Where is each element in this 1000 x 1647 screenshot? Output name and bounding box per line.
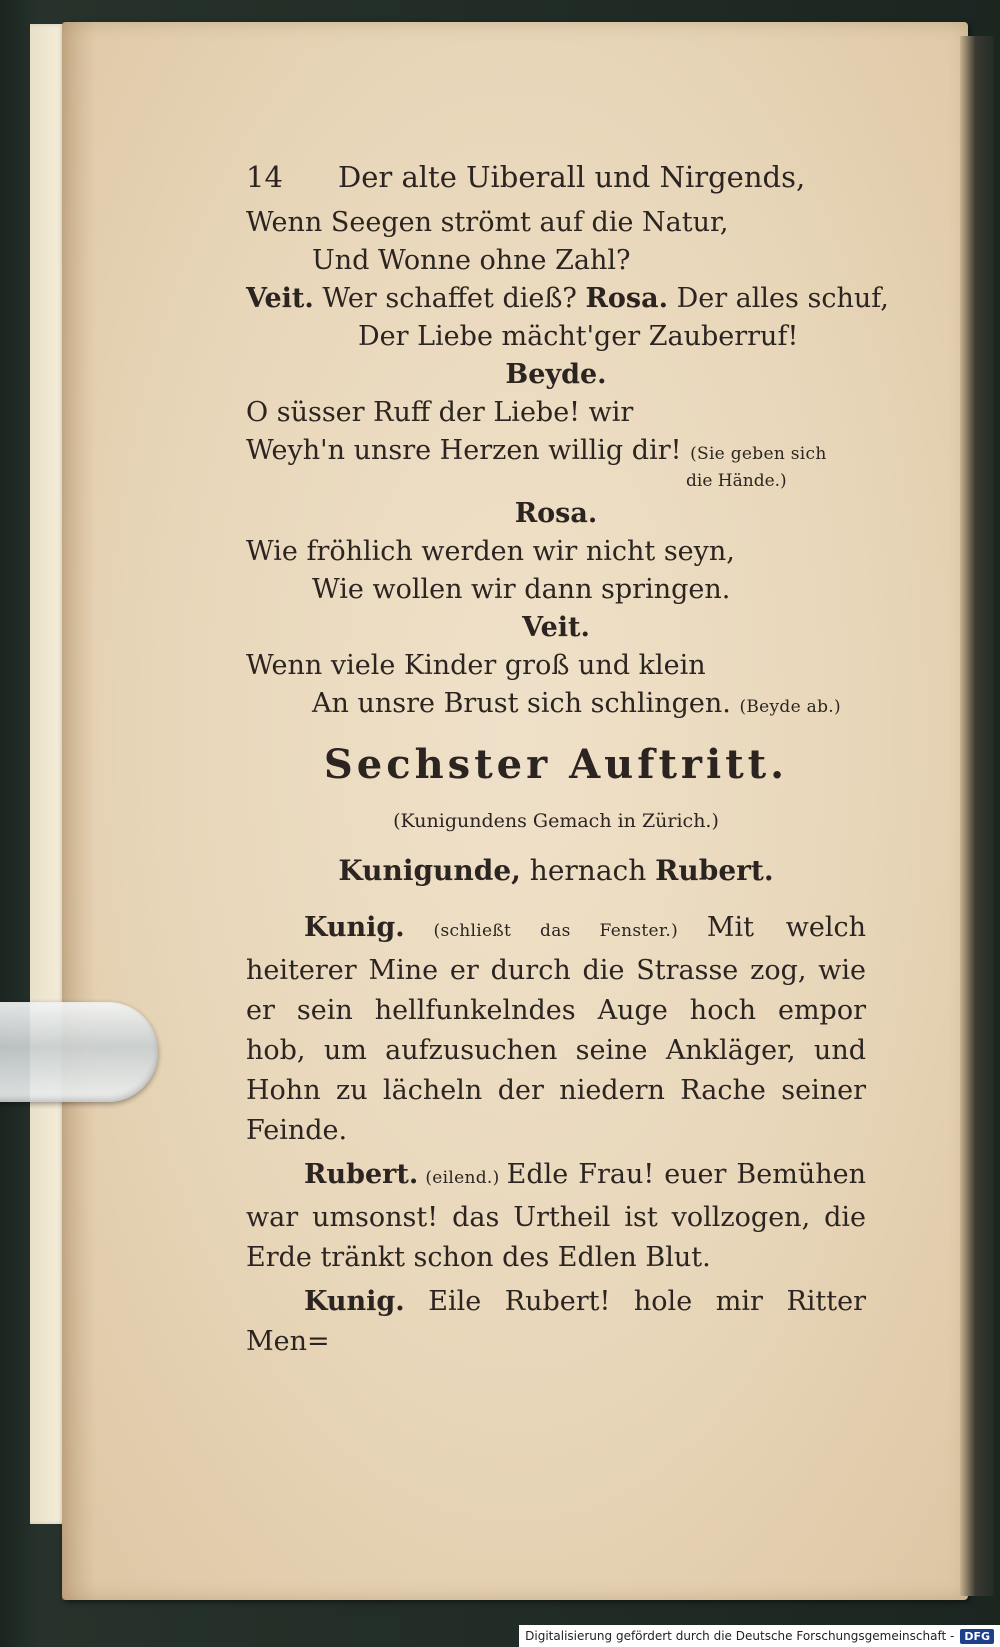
page-text [246,158,896,1366]
speaker-name: Veit. [246,283,314,314]
verse-line: Wenn viele Kinder groß und klein [246,650,706,681]
verse-line: Der Liebe mächt'ger Zauberruf! [358,321,799,352]
stage-direction-continued: die Hände.) [686,471,787,491]
speaker-name: Rubert. [304,1159,419,1190]
verse-line: Wie fröhlich werden wir nicht seyn, [246,536,735,567]
prose-paragraph [246,1155,866,1278]
speaker-name: Kunig. [304,912,405,943]
scene-location: (Kunigundens Gemach in Zürich.) [393,810,719,832]
stage-direction: (Beyde ab.) [739,697,841,717]
stage-direction: (schließt das Fenster.) [404,921,707,941]
speaker-heading: Veit. [522,612,590,643]
glass-page-holder [0,1002,158,1102]
running-header [246,158,896,196]
character-connector: hernach [520,854,656,887]
verse-line: Wie wollen wir dann springen. [312,574,731,605]
verse-line [246,432,896,473]
scene-characters [246,852,866,890]
prose-paragraph [246,1282,866,1362]
stage-direction: (Sie geben sich [690,444,827,464]
speaker-name: Rosa. [585,283,668,314]
digitization-credit [519,1625,1000,1647]
page-number: 14 [246,160,283,194]
running-title: Der alte Uiberall und Nirgends, [338,160,806,194]
scene-heading: Sechster Auftritt. [323,741,789,788]
verse-text: Der alles schuf, [667,283,889,314]
prose-text: Mit welch heiterer Mine er durch die Strasse zog, wie er sein hellfunkelndes Auge hoch empor hob, um aufzusuchen seine Ankläger, und Hohn zu lächeln der niedern Rache seiner Feinde. [246,912,866,1146]
credit-text: Digitalisierung gefördert durch die Deutsche Forschungsgemeinschaft - [525,1629,955,1643]
speaker-name: Kunig. [304,1286,405,1317]
verse-line-dialogue [246,280,896,318]
page-gutter-shadow [62,22,96,1600]
dfg-logo: DFG [960,1629,994,1644]
prose-text: Eile Rubert! hole mir Ritter Men= [246,1286,866,1357]
verse-line: O süsser Ruff der Liebe! wir [246,397,634,428]
prose-dialogue [246,908,866,1362]
character-name: Rubert. [655,854,774,887]
verse-line: Wenn Seegen strömt auf die Natur, [246,207,729,238]
speaker-heading: Beyde. [505,359,607,390]
verse-text: Weyh'n unsre Herzen willig dir! [246,435,682,466]
verse-line [246,685,896,726]
prose-paragraph [246,908,866,1151]
character-name: Kunigunde, [338,854,521,887]
prose-text: Edle Frau! euer Bemühen war umsonst! das Urtheil ist vollzogen, die Erde tränkt schon des Edlen Blut. [246,1159,866,1273]
verse-text: An unsre Brust sich schlingen. [312,688,731,719]
verse-text: Wer schaffet dieß? [313,283,586,314]
speaker-heading: Rosa. [514,498,598,529]
stage-direction: (eilend.) [418,1168,507,1188]
verse-line: Und Wonne ohne Zahl? [312,245,631,276]
right-page-edge [960,36,994,1596]
